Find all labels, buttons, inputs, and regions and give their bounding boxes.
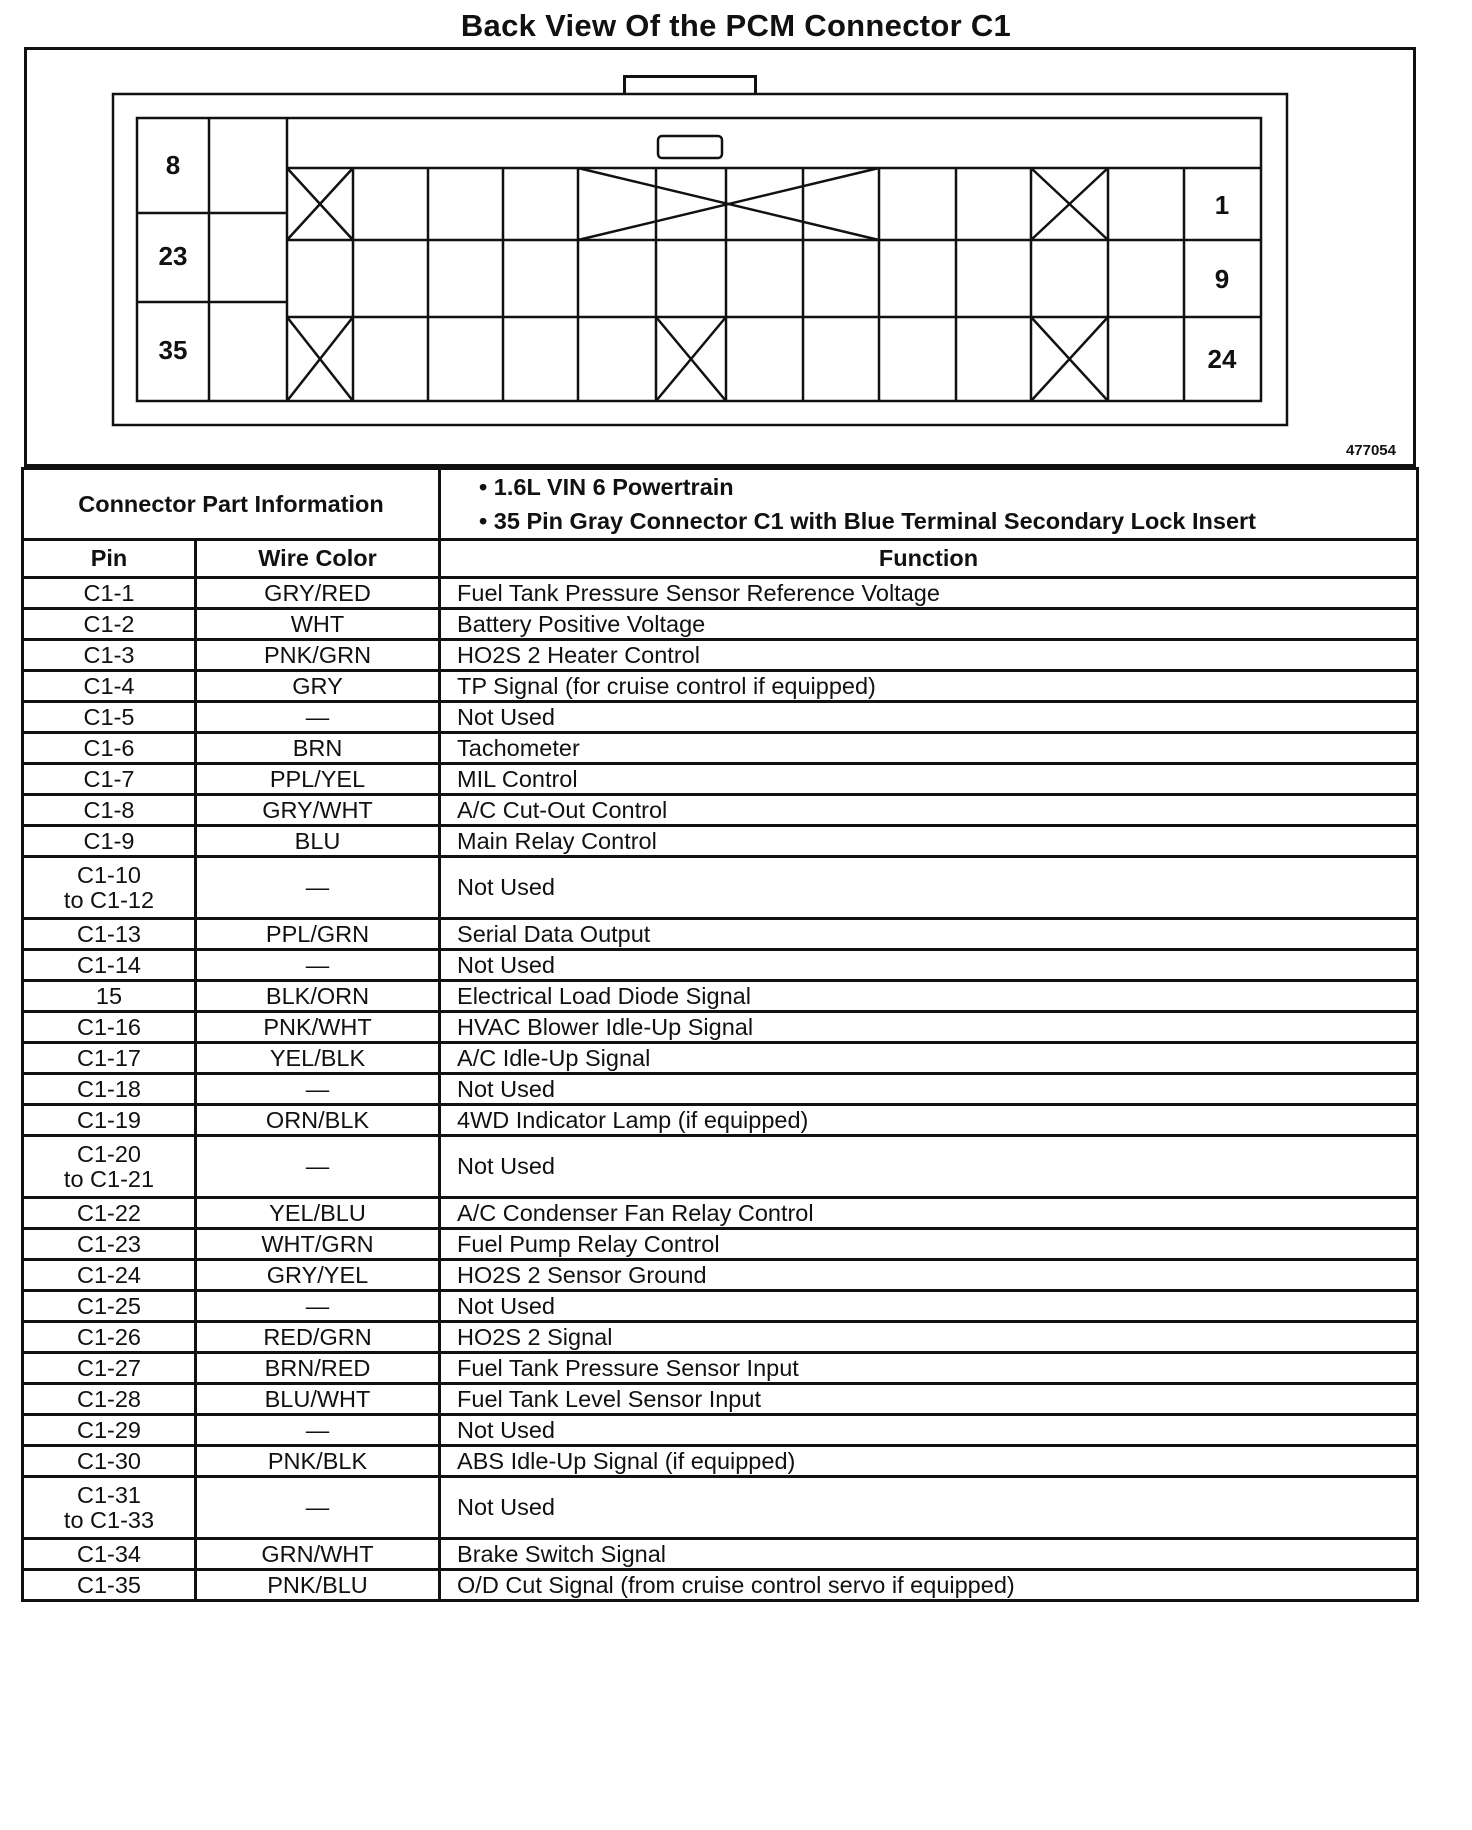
- function-cell: Not Used: [440, 1415, 1418, 1446]
- function-cell: Brake Switch Signal: [440, 1539, 1418, 1570]
- table-row: [23, 609, 1418, 640]
- wire-color-cell: —: [196, 950, 440, 981]
- wire-color-cell: BRN/RED: [196, 1353, 440, 1384]
- pin-cell: [23, 826, 196, 857]
- pin-cell: [23, 764, 196, 795]
- function-cell: Battery Positive Voltage: [440, 609, 1418, 640]
- wire-color-cell: PNK/GRN: [196, 640, 440, 671]
- wire-color-cell: —: [196, 702, 440, 733]
- pin-number: 15: [95, 982, 123, 1009]
- function-cell: A/C Cut-Out Control: [440, 795, 1418, 826]
- function-cell: Serial Data Output: [440, 919, 1418, 950]
- pin-number: C1-18: [76, 1075, 141, 1102]
- pin-number: C1-19: [76, 1106, 141, 1133]
- table-row: [23, 1353, 1418, 1384]
- table-row: [23, 981, 1418, 1012]
- key-slot: [658, 136, 722, 158]
- pin-label-35: 35: [158, 335, 188, 365]
- table-row: [23, 1136, 1418, 1198]
- info-bullet-2: • 35 Pin Gray Connector C1 with Blue Terminal Secondary Lock Insert: [479, 508, 1256, 534]
- table-row: [23, 1446, 1418, 1477]
- wire-color-cell: WHT/GRN: [196, 1229, 440, 1260]
- pin-range-end: to C1-12: [63, 886, 155, 913]
- connector-info-details: [440, 469, 1418, 540]
- function-cell: HO2S 2 Signal: [440, 1322, 1418, 1353]
- pin-cell: [23, 1539, 196, 1570]
- pin-cell: [23, 1415, 196, 1446]
- unused-cavity-marks: [287, 168, 1108, 401]
- pin-number: C1-27: [76, 1354, 141, 1381]
- wire-color-cell: GRY/WHT: [196, 795, 440, 826]
- pin-cell: [23, 1198, 196, 1229]
- pin-cell: [23, 609, 196, 640]
- figure-id: 477054: [1345, 442, 1396, 459]
- pin-cell: [23, 1043, 196, 1074]
- pin-cell: [23, 1477, 196, 1539]
- table-row: [23, 1074, 1418, 1105]
- function-cell: Tachometer: [440, 733, 1418, 764]
- pin-number: C1-1: [83, 579, 135, 606]
- table-row: [23, 1012, 1418, 1043]
- function-cell: A/C Idle-Up Signal: [440, 1043, 1418, 1074]
- pin-number: C1-16: [76, 1013, 141, 1040]
- pin-cell: [23, 1446, 196, 1477]
- function-cell: ABS Idle-Up Signal (if equipped): [440, 1446, 1418, 1477]
- function-cell: Fuel Pump Relay Control: [440, 1229, 1418, 1260]
- pin-cell: [23, 1012, 196, 1043]
- pin-label-23: 23: [158, 241, 188, 271]
- function-cell: Fuel Tank Pressure Sensor Input: [440, 1353, 1418, 1384]
- function-cell: Not Used: [440, 950, 1418, 981]
- function-cell: Electrical Load Diode Signal: [440, 981, 1418, 1012]
- function-cell: TP Signal (for cruise control if equipped): [440, 671, 1418, 702]
- wire-color-cell: BRN: [196, 733, 440, 764]
- wire-color-cell: PPL/GRN: [196, 919, 440, 950]
- function-cell: HO2S 2 Heater Control: [440, 640, 1418, 671]
- function-cell: MIL Control: [440, 764, 1418, 795]
- pin-number: C1-25: [76, 1292, 141, 1319]
- pin-label-1: 1: [1214, 190, 1230, 220]
- pin-number: C1-8: [83, 796, 135, 823]
- pin-number: C1-34: [76, 1540, 141, 1567]
- table-row: [23, 857, 1418, 919]
- pin-range-end: to C1-21: [63, 1165, 155, 1192]
- pin-cell: [23, 671, 196, 702]
- pin-cell: [23, 1105, 196, 1136]
- pin-cell: [23, 640, 196, 671]
- wire-color-cell: —: [196, 1291, 440, 1322]
- pin-number: C1-24: [76, 1261, 141, 1288]
- function-cell: Not Used: [440, 857, 1418, 919]
- wire-color-cell: GRY: [196, 671, 440, 702]
- function-header: Function: [440, 540, 1418, 578]
- function-cell: HO2S 2 Sensor Ground: [440, 1260, 1418, 1291]
- function-cell: Not Used: [440, 1074, 1418, 1105]
- pin-cell: [23, 1353, 196, 1384]
- pin-cell: [23, 1322, 196, 1353]
- wire-color-header: Wire Color: [196, 540, 440, 578]
- pin-number: C1-10: [76, 861, 141, 888]
- wire-color-cell: ORN/BLK: [196, 1105, 440, 1136]
- info-bullet-1: • 1.6L VIN 6 Powertrain: [479, 474, 734, 500]
- pin-cell: [23, 919, 196, 950]
- table-row: [23, 640, 1418, 671]
- column-header-row: [23, 540, 1418, 578]
- function-cell: Not Used: [440, 1291, 1418, 1322]
- pin-cell: [23, 1291, 196, 1322]
- table-row: [23, 1043, 1418, 1074]
- wire-color-cell: —: [196, 1477, 440, 1539]
- pin-number: C1-9: [83, 827, 135, 854]
- pin-number: C1-28: [76, 1385, 141, 1412]
- connector-body: [137, 118, 1261, 401]
- table-row: [23, 733, 1418, 764]
- pin-number: C1-13: [76, 920, 141, 947]
- wire-color-cell: PNK/WHT: [196, 1012, 440, 1043]
- pin-number: C1-4: [83, 672, 135, 699]
- function-cell: Main Relay Control: [440, 826, 1418, 857]
- table-row: [23, 1291, 1418, 1322]
- pin-number: C1-2: [83, 610, 135, 637]
- pin-cell: [23, 795, 196, 826]
- function-cell: Fuel Tank Level Sensor Input: [440, 1384, 1418, 1415]
- pin-label-8: 8: [165, 150, 181, 180]
- table-row: [23, 1198, 1418, 1229]
- pin-cell: [23, 1229, 196, 1260]
- pin-number: C1-14: [76, 951, 141, 978]
- pin-cell: [23, 1136, 196, 1198]
- wire-color-cell: —: [196, 857, 440, 919]
- pin-number: C1-29: [76, 1416, 141, 1443]
- pin-number: C1-22: [76, 1199, 141, 1226]
- table-row: [23, 826, 1418, 857]
- function-cell: Not Used: [440, 1477, 1418, 1539]
- table-row: [23, 1105, 1418, 1136]
- table-row: [23, 764, 1418, 795]
- table-row: [23, 1477, 1418, 1539]
- pin-cell: [23, 1384, 196, 1415]
- function-cell: 4WD Indicator Lamp (if equipped): [440, 1105, 1418, 1136]
- pin-number: C1-30: [76, 1447, 141, 1474]
- function-cell: A/C Condenser Fan Relay Control: [440, 1198, 1418, 1229]
- wire-color-cell: GRY/RED: [196, 578, 440, 609]
- function-cell: Not Used: [440, 1136, 1418, 1198]
- table-row: [23, 795, 1418, 826]
- table-row: [23, 1415, 1418, 1446]
- pin-cell: [23, 702, 196, 733]
- pin-cell: [23, 578, 196, 609]
- pin-cell: [23, 981, 196, 1012]
- pin-cell: [23, 1074, 196, 1105]
- connector-info-label: Connector Part Information: [23, 469, 440, 540]
- wire-color-cell: —: [196, 1415, 440, 1446]
- wire-color-cell: GRY/YEL: [196, 1260, 440, 1291]
- wire-color-cell: PNK/BLK: [196, 1446, 440, 1477]
- table-row: [23, 1229, 1418, 1260]
- table-row: [23, 919, 1418, 950]
- wire-color-cell: BLU: [196, 826, 440, 857]
- pin-number: C1-6: [83, 734, 135, 761]
- function-cell: Not Used: [440, 702, 1418, 733]
- wire-color-cell: BLU/WHT: [196, 1384, 440, 1415]
- pin-cell: [23, 857, 196, 919]
- pin-number: C1-7: [83, 765, 135, 792]
- table-row: [23, 1384, 1418, 1415]
- table-row: [23, 1539, 1418, 1570]
- function-cell: HVAC Blower Idle-Up Signal: [440, 1012, 1418, 1043]
- pin-cell: [23, 733, 196, 764]
- table-row: [23, 671, 1418, 702]
- wire-color-cell: —: [196, 1136, 440, 1198]
- connector-housing: [113, 94, 1287, 425]
- table-row: [23, 1260, 1418, 1291]
- pin-number: C1-26: [76, 1323, 141, 1350]
- wire-color-cell: YEL/BLU: [196, 1198, 440, 1229]
- pin-number: C1-3: [83, 641, 135, 668]
- function-cell: Fuel Tank Pressure Sensor Reference Voltage: [440, 578, 1418, 609]
- pin-number: C1-5: [83, 703, 135, 730]
- pin-table: [21, 467, 1419, 1602]
- pin-number: C1-31: [76, 1481, 141, 1508]
- wire-color-cell: PNK/BLU: [196, 1570, 440, 1601]
- wire-color-cell: WHT: [196, 609, 440, 640]
- pin-cell: [23, 950, 196, 981]
- wire-color-cell: PPL/YEL: [196, 764, 440, 795]
- wire-color-cell: —: [196, 1074, 440, 1105]
- wire-color-cell: BLK/ORN: [196, 981, 440, 1012]
- table-row: [23, 1570, 1418, 1601]
- pin-label-24: 24: [1207, 344, 1237, 374]
- table-row: [23, 1322, 1418, 1353]
- pin-number: C1-17: [76, 1044, 141, 1071]
- table-row: [23, 578, 1418, 609]
- wire-color-cell: GRN/WHT: [196, 1539, 440, 1570]
- connector-diagram: [111, 92, 1291, 429]
- pin-number: C1-23: [76, 1230, 141, 1257]
- wire-color-cell: RED/GRN: [196, 1322, 440, 1353]
- connector-info-row: [23, 469, 1418, 540]
- pin-cell: [23, 1260, 196, 1291]
- pin-header: Pin: [23, 540, 196, 578]
- table-row: [23, 950, 1418, 981]
- pin-number: C1-20: [76, 1140, 141, 1167]
- function-cell: O/D Cut Signal (from cruise control servo if equipped): [440, 1570, 1418, 1601]
- pin-cell: [23, 1570, 196, 1601]
- pin-range-end: to C1-33: [63, 1506, 155, 1533]
- pin-label-9: 9: [1214, 264, 1230, 294]
- table-row: [23, 702, 1418, 733]
- wire-color-cell: YEL/BLK: [196, 1043, 440, 1074]
- page-title: Back View Of the PCM Connector C1: [460, 8, 1012, 43]
- pin-number: C1-35: [76, 1571, 141, 1598]
